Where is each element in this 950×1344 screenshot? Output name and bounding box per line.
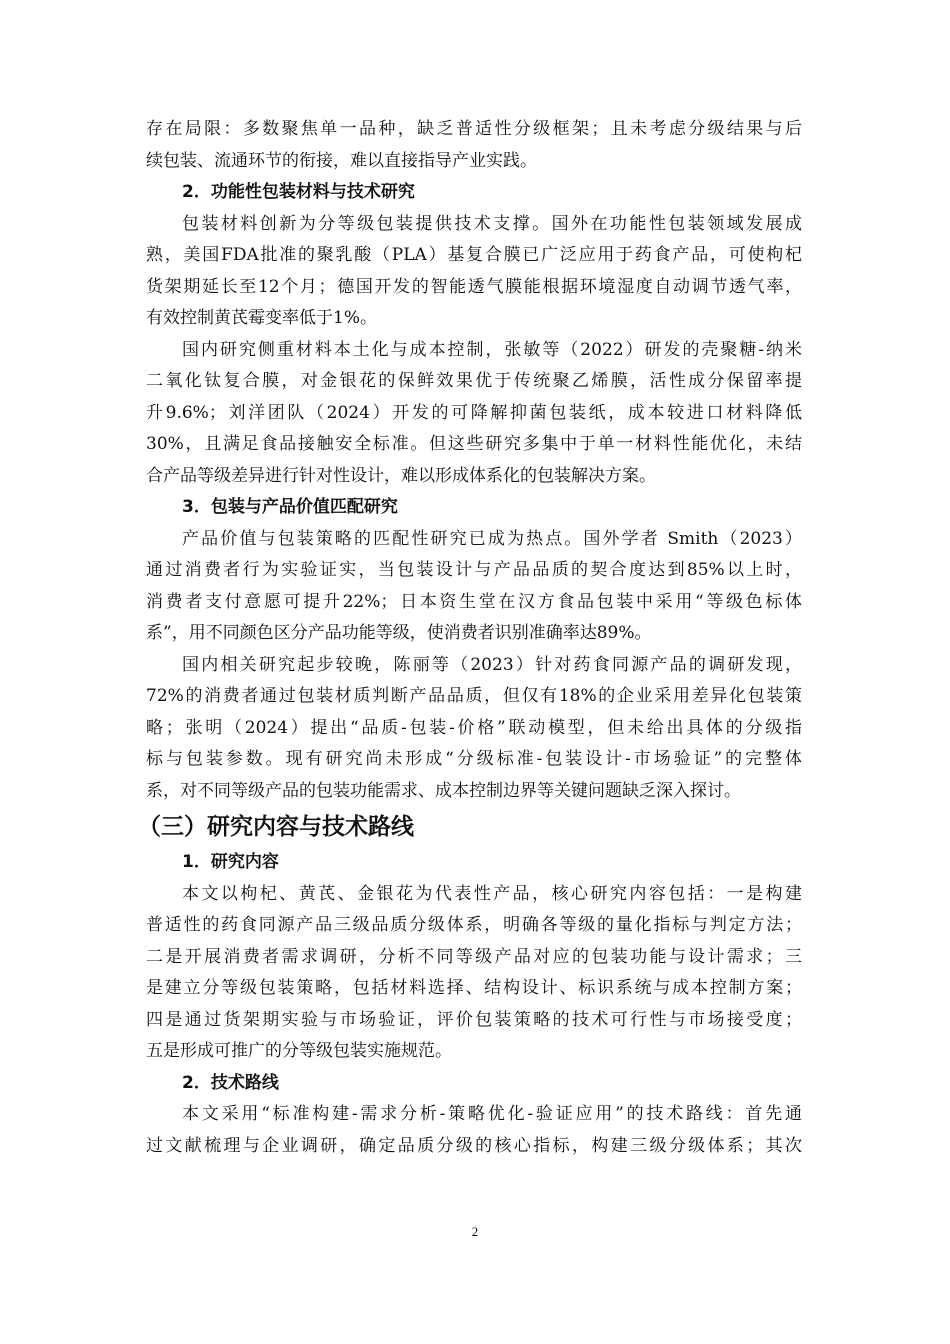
page-body bbox=[138, 114, 802, 1162]
text-line: 是建立分等级包装策略，包括材料选择、结构设计、标识系统与成本控制方案； bbox=[146, 978, 802, 998]
subsection-heading: 1．研究内容 bbox=[182, 852, 279, 872]
section-heading: （三）研究内容与技术路线 bbox=[138, 814, 414, 840]
text-line: 30%，且满足食品接触安全标准。但这些研究多集中于单一材料性能优化，未结 bbox=[146, 434, 802, 454]
text-line: 升9.6%；刘洋团队（2024）开发的可降解抑菌包装纸，成本较进口材料降低 bbox=[146, 402, 802, 423]
text-line: 普适性的药食同源产品三级品质分级体系，明确各等级的量化指标与判定方法； bbox=[146, 915, 802, 935]
text-line: 72%的消费者通过包装材质判断产品品质，但仅有18%的企业采用差异化包装策 bbox=[146, 686, 802, 706]
text-line: 系，对不同等级产品的包装功能需求、成本控制边界等关键问题缺乏深入探讨。 bbox=[146, 780, 741, 801]
text-line: 存在局限：多数聚焦单一品种，缺乏普适性分级框架；且未考虑分级结果与后 bbox=[146, 119, 802, 139]
text-line: 本文以枸杞、黄芪、金银花为代表性产品，核心研究内容包括：一是构建 bbox=[182, 883, 802, 904]
text-line: 二是开展消费者需求调研，分析不同等级产品对应的包装功能与设计需求；三 bbox=[146, 946, 802, 967]
text-line: 国内相关研究起步较晚，陈丽等（2023）针对药食同源产品的调研发现， bbox=[182, 654, 802, 675]
text-line: 过文献梳理与企业调研，确定品质分级的核心指标，构建三级分级体系；其次 bbox=[146, 1135, 802, 1156]
text-line: 标与包装参数。现有研究尚未形成“分级标准-包装设计-市场验证”的完整体 bbox=[146, 749, 802, 769]
text-line: 续包装、流通环节的衔接，难以直接指导产业实践。 bbox=[146, 150, 537, 171]
text-line: 本文采用“标准构建-需求分析-策略优化-验证应用”的技术路线：首先通 bbox=[182, 1104, 802, 1124]
page-number: 2 bbox=[471, 1224, 479, 1239]
text-line: 熟，美国FDA批准的聚乳酸（PLA）基复合膜已广泛应用于药食产品，可使枸杞 bbox=[146, 245, 802, 265]
text-line: 通过消费者行为实验证实，当包装设计与产品品质的契合度达到85%以上时， bbox=[146, 560, 802, 580]
text-line: 合产品等级差异进行针对性设计，难以形成体系化的包装解决方案。 bbox=[146, 465, 656, 486]
text-line: 二氧化钛复合膜，对金银花的保鲜效果优于传统聚乙烯膜，活性成分保留率提 bbox=[146, 371, 802, 391]
text-line: 产品价值与包装策略的匹配性研究已成为热点。国外学者 Smith（2023） bbox=[182, 528, 802, 549]
text-line: 国内研究侧重材料本土化与成本控制，张敏等（2022）研发的壳聚糖-纳米 bbox=[182, 339, 802, 360]
text-line: 略；张明（2024）提出“品质-包装-价格”联动模型，但未给出具体的分级指 bbox=[146, 717, 802, 738]
subsection-heading: 3．包装与产品价值匹配研究 bbox=[182, 497, 398, 517]
text-line: 有效控制黄芪霉变率低于1%。 bbox=[146, 308, 377, 328]
text-line: 消费者支付意愿可提升22%；日本资生堂在汉方食品包装中采用“等级色标体 bbox=[146, 591, 802, 612]
subsection-heading: 2．技术路线 bbox=[182, 1072, 279, 1093]
text-line: 系”，用不同颜色区分产品功能等级，使消费者识别准确率达89%。 bbox=[146, 623, 652, 643]
text-line: 四是通过货架期实验与市场验证，评价包装策略的技术可行性与市场接受度； bbox=[146, 1009, 802, 1030]
text-line: 货架期延长至12个月；德国开发的智能透气膜能根据环境湿度自动调节透气率， bbox=[146, 276, 802, 297]
text-line: 包装材料创新为分等级包装提供技术支撑。国外在功能性包装领域发展成 bbox=[182, 213, 802, 234]
text-line: 五是形成可推广的分等级包装实施规范。 bbox=[146, 1041, 452, 1061]
subsection-heading: 2．功能性包装材料与技术研究 bbox=[182, 182, 415, 202]
